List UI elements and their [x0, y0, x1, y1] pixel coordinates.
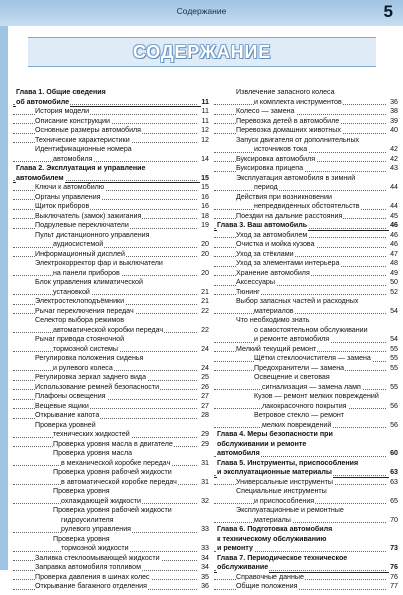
toc-entry-title: и ремонту: [217, 544, 253, 552]
toc-entry: [13, 259, 209, 269]
toc-entry-title: Открывание капота: [35, 411, 100, 419]
toc-entry-page: 76: [390, 572, 398, 581]
toc-entry-title: Эксплуатация автомобиля в зимний: [236, 173, 356, 182]
toc-entry-title: Проверка уровня: [53, 534, 110, 543]
toc-entry: [214, 402, 398, 412]
toc-entry-page: 44: [390, 202, 398, 210]
toc-entry-title: тормозной жидкости: [61, 544, 129, 552]
toc-entry: [214, 269, 398, 279]
toc-entry: [13, 155, 209, 165]
toc-entry-title: Эксплуатационные и ремонтные: [236, 506, 344, 514]
toc-entry-title: Глава 6. Подготовка автомобиля: [217, 525, 333, 533]
toc-entry-page: 70: [390, 515, 398, 524]
toc-entry-title: Глава 2. Эксплуатация и управление: [16, 164, 146, 172]
toc-entry-page: 26: [201, 382, 209, 391]
toc-entry-page: 15: [201, 173, 209, 182]
toc-entry-title: Использование ремней безопасности: [35, 382, 160, 391]
toc-chapter-heading: [214, 440, 398, 450]
toc-entry: [13, 345, 209, 355]
toc-entry-title: источников тока: [254, 145, 308, 153]
toc-entry-title: о самостоятельном обслуживании: [254, 325, 368, 334]
toc-chapter-heading: [214, 449, 398, 459]
toc-entry-title: Основные размеры автомобиля: [35, 126, 142, 134]
toc-entry: [13, 449, 209, 459]
toc-entry-title: Рычаг переключения передач: [35, 306, 134, 315]
toc-entry-page: 54: [390, 335, 398, 343]
toc-entry: [13, 478, 209, 488]
toc-entry-page: 73: [390, 544, 398, 552]
toc-entry: [214, 582, 398, 592]
toc-entry: [214, 307, 398, 317]
toc-entry: [13, 202, 209, 212]
toc-entry-title: Блок управления климатической: [35, 278, 143, 286]
toc-entry-title: Рычаг привода стояночной: [35, 335, 125, 343]
toc-entry-title: Перевозка детей в автомобиле: [236, 116, 340, 125]
toc-chapter-heading: [214, 554, 398, 564]
toc-entry: [13, 525, 209, 535]
toc-entry-title: Описание конструкции: [35, 116, 110, 125]
toc-entry-title: Буксировка автомобиля: [236, 154, 316, 163]
toc-entry-page: 12: [201, 135, 209, 144]
toc-entry: [13, 221, 209, 231]
toc-entry: [214, 145, 398, 155]
toc-entry-page: 27: [201, 401, 209, 410]
toc-entry: [214, 573, 398, 583]
toc-entry: [214, 335, 398, 345]
toc-entry-page: 12: [201, 126, 209, 134]
toc-entry: [13, 297, 209, 307]
toc-entry-title: Информационный дисплей: [35, 249, 125, 258]
toc-entry: [214, 278, 398, 288]
toc-entry-page: 63: [390, 468, 398, 476]
toc-entry-title: Что необходимо знать: [236, 316, 310, 324]
toc-entry: [214, 478, 398, 488]
toc-entry-page: 55: [390, 382, 398, 391]
toc-entry: [13, 373, 209, 383]
toc-entry-title: Проверка уровней: [35, 420, 96, 429]
toc-entry: [214, 297, 398, 307]
toc-chapter-heading: [214, 430, 398, 440]
toc-entry-page: 55: [390, 344, 398, 353]
toc-entry: [214, 98, 398, 108]
toc-entry-page: 60: [390, 449, 398, 457]
toc-entry-title: Кузов — ремонт мелких повреждений: [254, 392, 379, 400]
toc-entry: [13, 383, 209, 393]
toc-entry: [13, 269, 209, 279]
toc-entry-title: Уход за автомобилем: [236, 230, 308, 239]
toc-entry: [13, 117, 209, 127]
toc-entry: [13, 335, 209, 345]
toc-entry-title: Поездки на дальние расстояния: [236, 211, 343, 220]
toc-entry-page: 22: [201, 325, 209, 334]
toc-entry-page: 47: [390, 249, 398, 258]
toc-entry-page: 55: [390, 363, 398, 372]
toc-entry: [214, 345, 398, 355]
toc-entry-title: материалов: [254, 306, 294, 315]
toc-entry: [214, 202, 398, 212]
toc-entry-title: Хранение автомобиля: [236, 268, 310, 277]
toc-entry-title: Заправка автомобиля топливом: [35, 563, 141, 571]
toc-title-banner: [28, 37, 376, 67]
toc-entry: [214, 421, 398, 431]
toc-chapter-heading: [13, 88, 209, 98]
toc-entry-page: 55: [390, 354, 398, 362]
toc-entry-page: 11: [201, 97, 209, 106]
toc-entry-page: 16: [201, 202, 209, 210]
toc-entry: [13, 411, 209, 421]
toc-entry-page: 33: [201, 544, 209, 552]
toc-entry: [13, 240, 209, 250]
toc-entry-title: Освещение и световая: [254, 373, 330, 381]
toc-entry-title: История модели: [35, 107, 90, 115]
toc-entry-title: Справочные данные: [236, 572, 304, 581]
page-header: [0, 0, 403, 26]
toc-entry-page: 34: [201, 553, 209, 562]
toc-chapter-heading: [214, 535, 398, 545]
toc-entry-title: Запуск двигателя от дополнительных: [236, 135, 360, 144]
toc-entry-title: Щётки стеклоочистителя — замена: [254, 354, 371, 362]
toc-entry: [13, 582, 209, 592]
toc-entry-page: 44: [390, 183, 398, 191]
toc-entry-page: 29: [201, 430, 209, 438]
toc-entry-page: 56: [390, 420, 398, 429]
toc-entry-title: Электрокорректор фар и выключатели: [35, 259, 163, 267]
toc-entry-title: в механической коробке передач: [61, 458, 171, 467]
toc-entry-title: Проверка уровня рабочей жидкости: [53, 468, 172, 476]
toc-entry-page: 24: [201, 344, 209, 353]
toc-entry-title: Ключи к автомобилю: [35, 183, 105, 191]
page-number: 5: [383, 2, 393, 21]
toc-entry: [13, 183, 209, 193]
toc-entry-title: в автоматической коробке передач: [61, 477, 177, 486]
toc-entry-title: Селектор выбора режимов: [35, 316, 124, 324]
toc-chapter-heading: [214, 525, 398, 535]
toc-entry-title: Перевозка домашних животных: [236, 126, 341, 134]
toc-entry: [214, 126, 398, 136]
toc-entry-page: 19: [201, 221, 209, 229]
toc-entry-title: период: [254, 183, 278, 191]
toc-entry: [214, 392, 398, 402]
toc-entry-title: об автомобиле: [16, 97, 70, 106]
toc-entry: [13, 535, 209, 545]
toc-entry: [13, 516, 209, 526]
toc-entry-title: Глава 7. Периодическое техническое: [217, 553, 348, 562]
toc-entry: [13, 440, 209, 450]
toc-entry-title: Универсальные инструменты: [236, 477, 334, 486]
toc-entry-page: 14: [201, 154, 209, 163]
toc-entry: [13, 326, 209, 336]
toc-title: СОДЕРЖАНИЕ: [132, 42, 272, 62]
toc-entry: [13, 316, 209, 326]
toc-entry-title: Органы управления: [35, 192, 101, 201]
toc-entry: [214, 506, 398, 516]
toc-column-left: [13, 88, 209, 592]
toc-entry-title: и комплекта инструментов: [254, 97, 342, 106]
toc-entry: [214, 107, 398, 117]
toc-entry: [214, 516, 398, 526]
toc-entry: [13, 193, 209, 203]
toc-entry-title: Проверка уровня рабочей жидкости: [53, 506, 172, 514]
toc-entry: [13, 278, 209, 288]
toc-entry: [214, 364, 398, 374]
toc-entry-title: непредвиденных обстоятельств: [254, 202, 360, 210]
toc-entry-title: Пульт дистанционного управления: [35, 230, 150, 239]
toc-entry-title: охлаждающей жидкости: [61, 496, 142, 505]
toc-entry-title: Регулировка положения сиденья: [35, 354, 144, 362]
toc-entry-title: и ремонте автомобиля: [254, 335, 330, 343]
toc-entry-page: 33: [201, 525, 209, 533]
toc-entry-title: Идентификационные номера: [35, 145, 132, 153]
toc-chapter-heading: [214, 459, 398, 469]
toc-entry-title: Открывание багажного отделения: [35, 582, 147, 590]
toc-entry: [13, 402, 209, 412]
toc-entry-title: Щиток приборов: [35, 202, 90, 210]
toc-entry-title: Проверка уровня: [53, 487, 110, 495]
toc-entry-page: 38: [390, 107, 398, 115]
toc-entry-title: Плафоны освещения: [35, 392, 106, 400]
toc-entry-title: Проверка уровня масла: [53, 449, 133, 457]
toc-chapter-heading: [214, 544, 398, 554]
toc-entry-title: установкой: [53, 287, 90, 296]
toc-entry: [214, 250, 398, 260]
toc-entry-title: Подрулевые переключатели: [35, 221, 129, 229]
toc-entry-page: 29: [201, 439, 209, 448]
toc-entry-page: 28: [201, 411, 209, 419]
toc-entry-page: 31: [201, 477, 209, 486]
toc-entry: [214, 497, 398, 507]
toc-entry-page: 49: [390, 268, 398, 277]
toc-entry: [214, 259, 398, 269]
toc-entry-title: автомобиля: [217, 449, 260, 457]
toc-entry-title: и приспособления: [254, 496, 315, 505]
toc-entry-page: 46: [390, 230, 398, 239]
toc-entry-title: Колесо — замена: [236, 107, 295, 115]
toc-entry-title: Глава 4. Меры безопасности при: [217, 430, 333, 438]
toc-entry: [13, 364, 209, 374]
toc-entry: [214, 88, 398, 98]
toc-entry-title: автомобилем: [16, 173, 64, 182]
toc-entry-page: 77: [390, 582, 398, 590]
toc-entry-page: 76: [390, 563, 398, 571]
toc-entry: [214, 373, 398, 383]
toc-entry: [214, 316, 398, 326]
toc-entry-page: 42: [390, 145, 398, 153]
toc-entry-title: и рулевого колеса: [53, 363, 113, 372]
toc-entry-page: 52: [390, 287, 398, 296]
toc-entry: [13, 126, 209, 136]
toc-entry: [214, 411, 398, 421]
toc-entry-page: 20: [201, 268, 209, 277]
toc-entry: [214, 174, 398, 184]
toc-entry-title: Аксессуары: [236, 278, 275, 286]
toc-entry: [13, 307, 209, 317]
toc-entry-page: 36: [390, 97, 398, 106]
toc-entry: [214, 183, 398, 193]
toc-entry-page: 34: [201, 563, 209, 571]
toc-entry-page: 22: [201, 306, 209, 315]
toc-entry-page: 11: [201, 107, 209, 115]
toc-chapter-heading: [13, 164, 209, 174]
toc-entry-title: к техническому обслуживанию: [217, 534, 327, 543]
toc-entry-title: Глава 5. Инструменты, приспособления: [217, 458, 359, 467]
toc-entry: [214, 117, 398, 127]
toc-entry: [214, 136, 398, 146]
toc-entry-title: Проверка уровня масла в двигателе: [53, 439, 173, 448]
toc-entry-title: обслуживании и ремонте: [217, 439, 307, 448]
toc-entry-page: 21: [201, 287, 209, 296]
toc-column-right: [214, 88, 398, 592]
toc-entry: [214, 383, 398, 393]
toc-entry-page: 39: [390, 116, 398, 125]
toc-entry-title: Общие положения: [236, 582, 298, 590]
toc-entry-title: Уход за элементами интерьера: [236, 259, 340, 267]
toc-entry: [214, 164, 398, 174]
toc-entry-title: тормозной системы: [53, 344, 118, 353]
toc-entry-page: 21: [201, 297, 209, 305]
toc-entry: [214, 231, 398, 241]
toc-entry: [13, 107, 209, 117]
toc-entry: [13, 212, 209, 222]
toc-entry-title: Заливка стеклоомывающей жидкости: [35, 553, 160, 562]
toc-entry-page: 54: [390, 306, 398, 315]
toc-entry-title: Глава 3. Ваш автомобиль: [217, 221, 308, 229]
toc-entry-page: 27: [201, 392, 209, 400]
toc-entry: [13, 497, 209, 507]
toc-entry-page: 32: [201, 496, 209, 505]
toc-entry-title: на панели приборов: [53, 268, 120, 277]
toc-entry-page: 45: [390, 211, 398, 220]
toc-entry-page: 20: [201, 249, 209, 258]
toc-entry-page: 50: [390, 278, 398, 286]
toc-entry-title: Предохранители — замена: [254, 363, 345, 372]
running-header: Содержание: [176, 6, 227, 16]
toc-entry-page: 11: [201, 116, 209, 125]
toc-entry-page: 31: [201, 458, 209, 467]
toc-entry: [214, 193, 398, 203]
toc-entry: [13, 136, 209, 146]
toc-entry-page: 46: [390, 240, 398, 248]
toc-entry: [13, 459, 209, 469]
toc-entry-title: Тюнинг: [236, 287, 260, 296]
toc-entry-page: 63: [390, 477, 398, 486]
toc-entry-page: 20: [201, 240, 209, 248]
toc-entry-page: 42: [390, 154, 398, 163]
toc-entry: [13, 430, 209, 440]
toc-entry-title: Регулировка зеркал заднего вида: [35, 373, 147, 381]
toc-entry-title: сигнализация — замена ламп: [262, 382, 361, 391]
toc-entry-title: обслуживание: [217, 563, 269, 571]
toc-entry-page: 15: [201, 183, 209, 191]
toc-entry: [13, 563, 209, 573]
toc-entry-page: 43: [390, 164, 398, 172]
toc-entry-page: 25: [201, 373, 209, 381]
toc-entry-title: Глава 1. Общие сведения: [16, 88, 106, 96]
toc-entry-title: Извлечение запасного колеса: [236, 88, 335, 96]
toc-entry-title: Выключатель (замок) зажигания: [35, 211, 142, 220]
toc-entry-title: Буксировка прицепа: [236, 164, 304, 172]
toc-entry: [13, 544, 209, 554]
toc-entry: [214, 487, 398, 497]
toc-entry-title: Технические характеристики: [35, 135, 130, 144]
toc-entry: [214, 288, 398, 298]
toc-entry-title: Мелкий текущий ремонт: [236, 344, 317, 353]
toc-entry-page: 24: [201, 363, 209, 372]
toc-entry-title: материалы: [254, 515, 291, 524]
toc-entry: [214, 212, 398, 222]
toc-entry-title: Действия при возникновении: [236, 192, 332, 201]
toc-entry: [214, 155, 398, 165]
toc-entry-title: Вещевые ящики: [35, 401, 89, 410]
toc-entry-title: аудиосистемой: [53, 240, 104, 248]
toc-entry-title: лакокрасочного покрытия: [262, 401, 347, 410]
toc-entry-title: мелких повреждений: [262, 420, 332, 429]
toc-entry-title: Очистка и мойка кузова: [236, 240, 315, 248]
toc-entry: [214, 354, 398, 364]
toc-entry: [13, 288, 209, 298]
toc-entry: [13, 145, 209, 155]
toc-entry-page: 35: [201, 572, 209, 581]
toc-entry: [13, 421, 209, 431]
toc-entry: [13, 573, 209, 583]
toc-entry-title: рулевого управления: [61, 525, 132, 533]
toc-entry-title: Уход за стёклами: [236, 249, 294, 258]
toc-entry: [13, 506, 209, 516]
toc-entry-page: 40: [390, 126, 398, 134]
toc-entry-title: Ветровое стекло — ремонт: [254, 411, 345, 419]
toc-entry-title: Выбор запасных частей и расходных: [236, 297, 359, 305]
toc-entry-title: Проверка давления в шинах колес: [35, 572, 150, 581]
toc-entry: [13, 554, 209, 564]
toc-entry-page: 36: [201, 582, 209, 590]
toc-entry-title: гидроусилителя: [61, 515, 114, 524]
toc-entry-page: 46: [390, 221, 398, 229]
toc-entry-title: Электростеклоподъёмники: [35, 297, 125, 305]
toc-entry: [13, 487, 209, 497]
toc-entry-title: и эксплуатационные материалы: [217, 468, 332, 476]
toc-entry-title: автомобиля: [53, 154, 93, 163]
toc-entry: [214, 240, 398, 250]
toc-entry-page: 18: [201, 211, 209, 220]
toc-entry: [13, 392, 209, 402]
toc-entry-page: 16: [201, 192, 209, 201]
toc-entry-title: технических жидкостей: [53, 430, 130, 438]
toc-entry: [13, 468, 209, 478]
toc-entry: [13, 250, 209, 260]
toc-entry-page: 65: [390, 496, 398, 505]
side-strip: [0, 26, 8, 570]
toc-entry-title: Специальные инструменты: [236, 487, 327, 495]
toc-entry-title: автоматической коробки передач: [53, 325, 164, 334]
toc-entry-page: 48: [390, 259, 398, 267]
toc-entry: [214, 326, 398, 336]
toc-entry-page: 56: [390, 401, 398, 410]
toc-entry: [13, 354, 209, 364]
toc-entry: [13, 231, 209, 241]
